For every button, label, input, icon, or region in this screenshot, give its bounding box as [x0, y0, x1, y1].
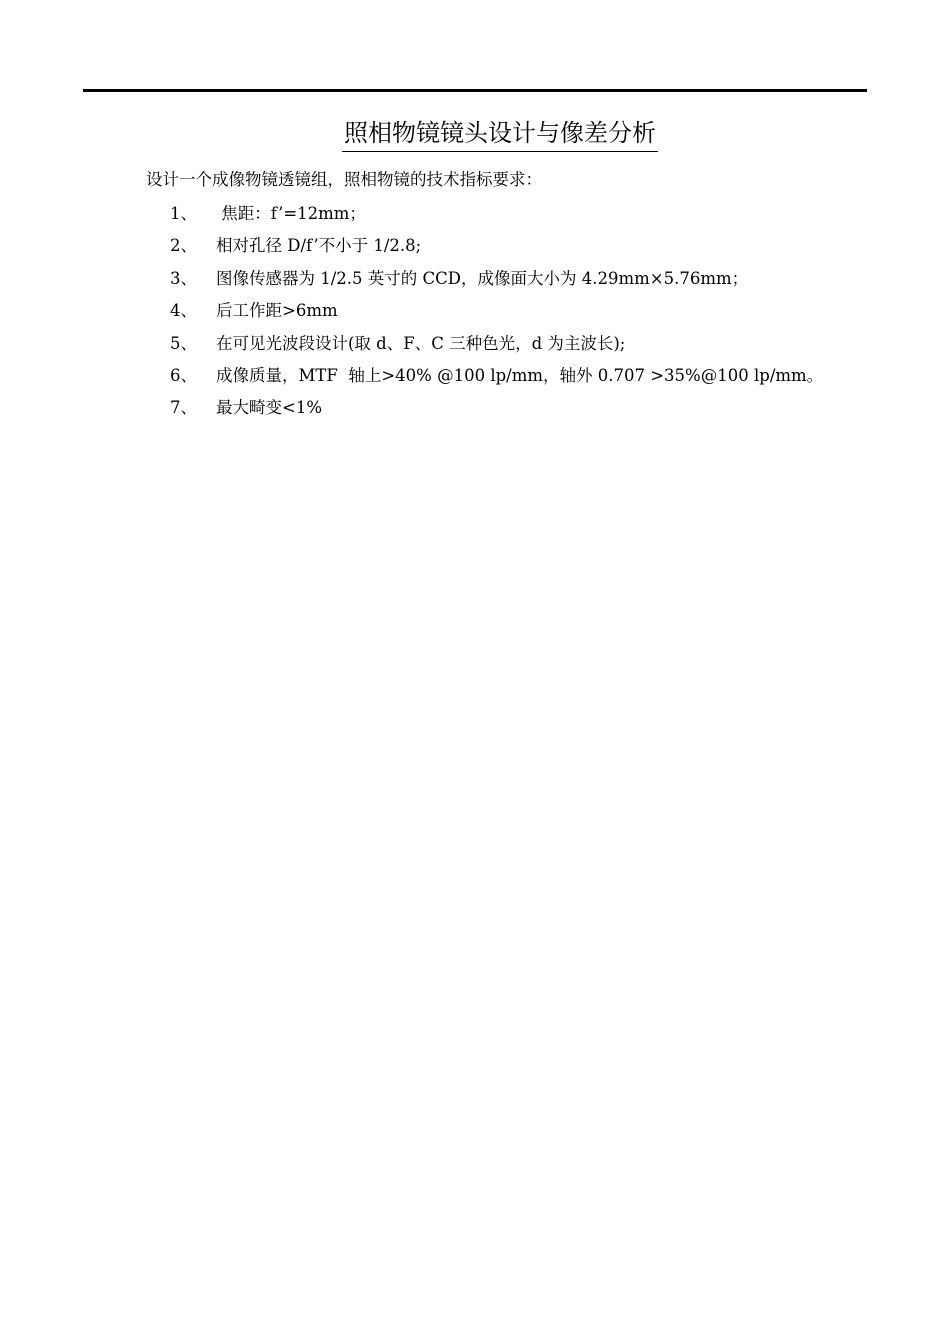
requirement-item	[170, 232, 823, 264]
requirement-number: 1、	[170, 204, 197, 223]
requirement-text: 图像传感器为 1/2.5 英寸的 CCD，成像面大小为 4.29mm×5.76mm；	[216, 268, 749, 288]
requirement-item	[170, 330, 823, 362]
document-title: 照相物镜镜头设计与像差分析	[342, 116, 658, 152]
requirement-item	[170, 297, 823, 329]
requirement-number: 5、	[170, 333, 197, 353]
document-title-container	[0, 116, 950, 152]
requirement-text: 相对孔径 D/f’不小于 1/2.8;	[216, 236, 422, 256]
requirement-text: 后工作距>6mm	[216, 301, 338, 321]
requirement-number: 4、	[170, 301, 197, 321]
requirement-text: 焦距：f’=12mm；	[216, 204, 366, 223]
requirement-number: 7、	[170, 398, 197, 418]
requirement-number: 6、	[170, 365, 197, 385]
requirement-item	[170, 394, 823, 426]
requirement-item	[170, 265, 823, 297]
requirement-text: 最大畸变<1%	[216, 398, 323, 418]
intro-paragraph: 设计一个成像物镜透镜组，照相物镜的技术指标要求：	[146, 170, 542, 189]
requirement-item	[170, 362, 823, 394]
requirement-number: 2、	[170, 236, 197, 256]
requirements-list	[170, 200, 823, 427]
header-rule	[83, 89, 867, 92]
requirement-item	[170, 200, 823, 232]
requirement-text: 在可见光波段设计(取 d、F、C 三种色光，d 为主波长);	[216, 333, 626, 353]
requirement-text: 成像质量，MTF 轴上>40% @100 lp/mm，轴外 0.707 >35%@100 lp/mm。	[216, 365, 824, 385]
requirement-number: 3、	[170, 268, 197, 288]
